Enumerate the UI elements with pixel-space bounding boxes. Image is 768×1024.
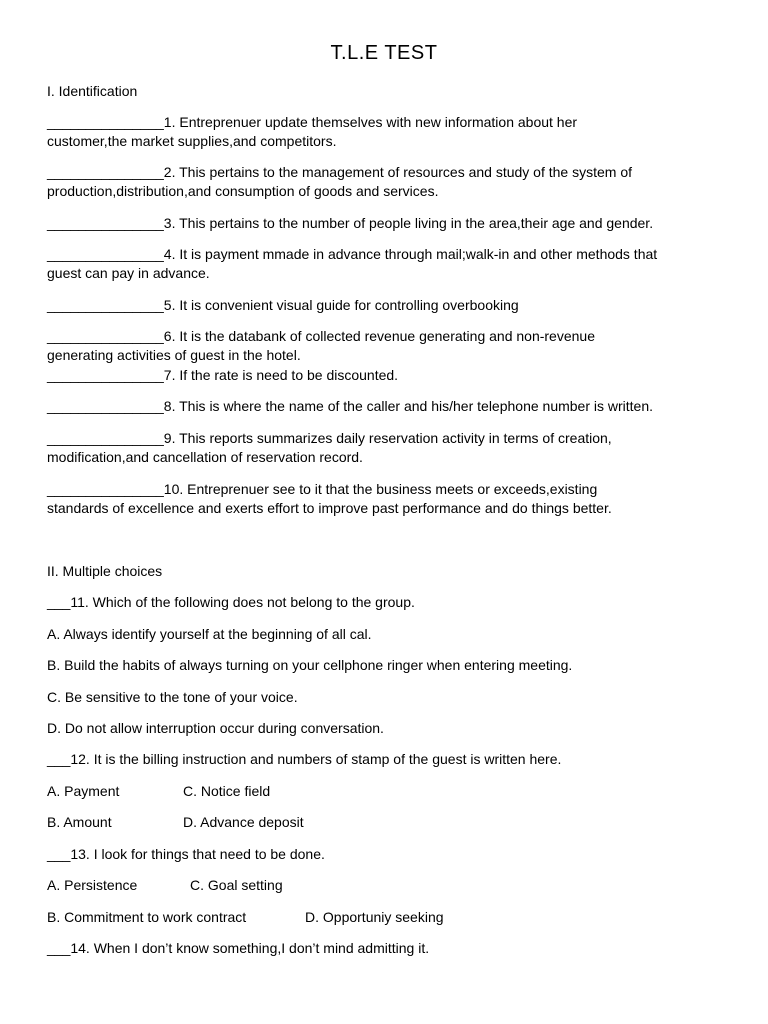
item-4-line2: guest can pay in advance. [47, 265, 210, 281]
question-11-option-c: C. Be sensitive to the tone of your voice. [47, 689, 298, 705]
section1-heading: I. Identification [47, 83, 138, 99]
page-title: T.L.E TEST [330, 42, 438, 64]
item-6-line2: generating activities of guest in the hotel. [47, 347, 301, 363]
item-10-line2: standards of excellence and exerts effort to improve past performance and do things better. [47, 500, 612, 516]
question-12-option-d: D. Advance deposit [183, 814, 304, 830]
item-9-line1: _______________9. This reports summarizes daily reservation activity in terms of creation, [47, 430, 612, 446]
item-1-line1: _______________1. Entreprenuer update themselves with new information about her [47, 114, 578, 130]
question-12-option-a: A. Payment [47, 783, 120, 799]
question-14: ___14. When I don’t know something,I don’t mind admitting it. [47, 940, 430, 956]
question-11-option-a: A. Always identify yourself at the beginning of all cal. [47, 626, 372, 642]
question-11-option-b: B. Build the habits of always turning on your cellphone ringer when entering meeting. [47, 657, 573, 673]
section2-heading: II. Multiple choices [47, 563, 163, 579]
question-12: ___12. It is the billing instruction and numbers of stamp of the guest is written here. [47, 751, 562, 767]
question-13-option-d: D. Opportuniy seeking [305, 909, 444, 925]
item-1-line2: customer,the market supplies,and competitors. [47, 133, 337, 149]
item-10-line1: _______________10. Entreprenuer see to it that the business meets or exceeds,existing [47, 481, 598, 497]
question-11-option-d: D. Do not allow interruption occur during conversation. [47, 720, 384, 736]
item-8-line1: _______________8. This is where the name of the caller and his/her telephone number is written. [47, 398, 654, 414]
question-12-option-b: B. Amount [47, 814, 112, 830]
question-12-option-c: C. Notice field [183, 783, 271, 799]
item-4-line1: _______________4. It is payment mmade in advance through mail;walk-in and other methods that [47, 246, 658, 262]
question-13-option-c: C. Goal setting [190, 877, 283, 893]
question-11: ___11. Which of the following does not belong to the group. [47, 594, 415, 610]
item-2-line2: production,distribution,and consumption of goods and services. [47, 183, 439, 199]
item-2-line1: _______________2. This pertains to the management of resources and study of the system of [47, 164, 633, 180]
item-9-line2: modification,and cancellation of reservation record. [47, 449, 363, 465]
item-7-line1: _______________7. If the rate is need to be discounted. [47, 367, 399, 383]
item-3-line1: _______________3. This pertains to the number of people living in the area,their age and gender. [47, 215, 654, 231]
item-5-line1: _______________5. It is convenient visual guide for controlling overbooking [47, 297, 519, 313]
question-13: ___13. I look for things that need to be done. [47, 846, 325, 862]
question-13-option-b: B. Commitment to work contract [47, 909, 247, 925]
question-13-option-a: A. Persistence [47, 877, 138, 893]
item-6-line1: _______________6. It is the databank of collected revenue generating and non-revenue [47, 328, 595, 344]
